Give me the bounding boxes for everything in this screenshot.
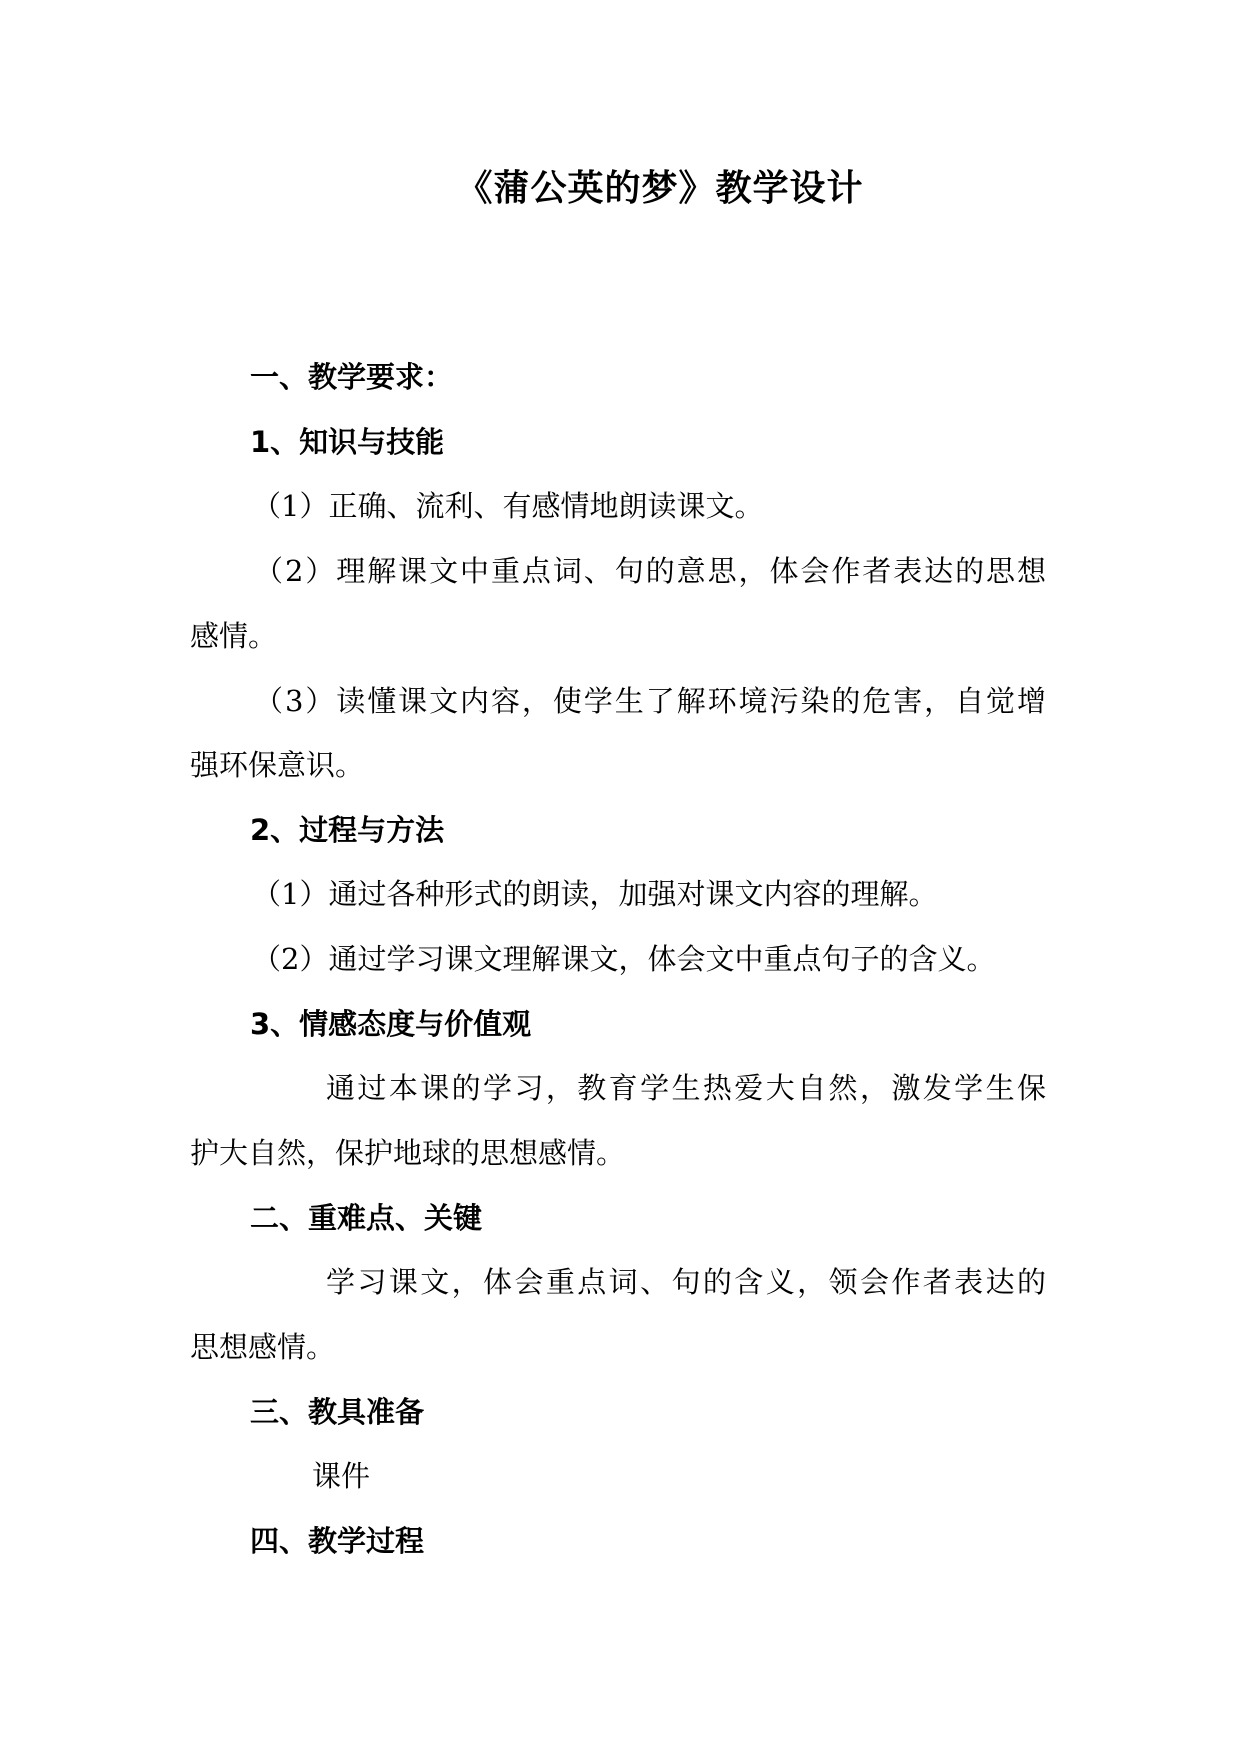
- subheading-emotion-values: 3、情感态度与价值观: [250, 1007, 532, 1041]
- key-points-text-line-2: 思想感情。: [190, 1330, 336, 1364]
- emotion-text-line-2: 护大自然，保护地球的思想感情。: [190, 1136, 626, 1170]
- section-heading-teaching-aids: 三、教具准备: [250, 1395, 425, 1429]
- key-points-text-line-1: 学习课文，体会重点词、句的含义，领会作者表达的: [326, 1265, 1046, 1299]
- section-heading-key-points: 二、重难点、关键: [250, 1201, 483, 1235]
- knowledge-item-2-line-1: （2）理解课文中重点词、句的意思，体会作者表达的思想: [254, 554, 1046, 588]
- knowledge-item-3-line-1: （3）读懂课文内容，使学生了解环境污染的危害，自觉增: [254, 684, 1046, 718]
- knowledge-item-2-line-2: 感情。: [190, 619, 278, 653]
- subheading-knowledge-skills: 1、知识与技能: [250, 425, 445, 459]
- emotion-text-line-1: 通过本课的学习，教育学生热爱大自然，激发学生保: [326, 1071, 1046, 1105]
- section-heading-teaching-process: 四、教学过程: [250, 1524, 425, 1558]
- process-item-1: （1）通过各种形式的朗读，加强对课文内容的理解。: [252, 877, 938, 911]
- teaching-aids-text: 课件: [312, 1459, 371, 1493]
- process-item-2: （2）通过学习课文理解课文，体会文中重点句子的含义。: [252, 942, 996, 976]
- knowledge-item-1: （1）正确、流利、有感情地朗读课文。: [252, 489, 764, 523]
- section-heading-requirements: 一、教学要求：: [250, 360, 454, 394]
- document-title: 《蒲公英的梦》教学设计: [456, 167, 864, 209]
- subheading-process-method: 2、过程与方法: [250, 813, 445, 847]
- knowledge-item-3-line-2: 强环保意识。: [190, 748, 365, 782]
